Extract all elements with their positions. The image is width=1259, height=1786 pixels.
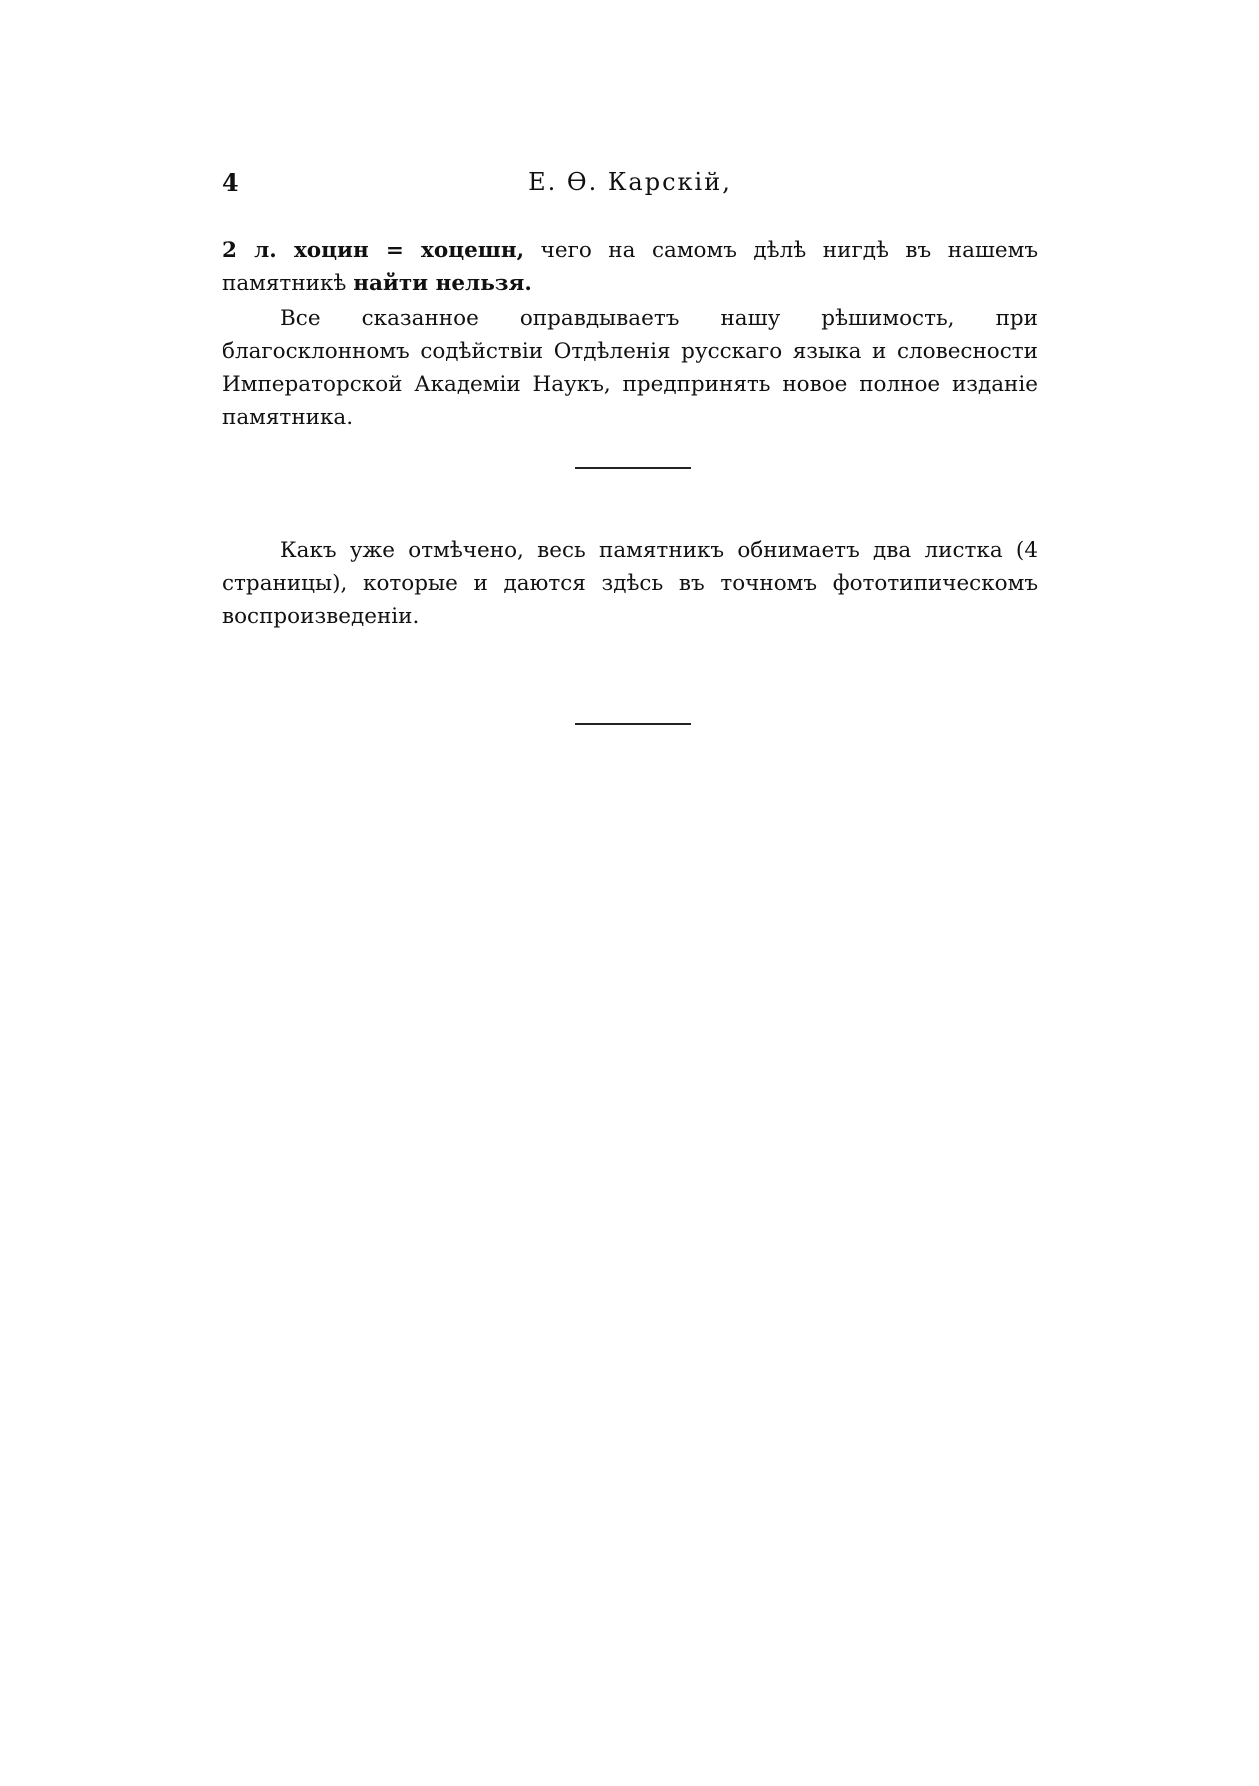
paragraph-text: Какъ уже отмѣчено, весь памятникъ обнимаетъ два листка (4 страницы), которые и даются здѣсь въ точномъ фототипическомъ воспроизведеніи.	[222, 538, 1038, 629]
paragraph-bold-end: найти нельзя.	[353, 271, 532, 296]
section-divider	[575, 467, 691, 469]
paragraph-text: Все сказанное оправдываетъ нашу рѣшимость, при благосклонномъ содѣйствіи Отдѣленія русскаго языка и словесности Императорской Академіи Наукъ, предпринять новое полное изданіе памятника.	[222, 306, 1038, 430]
paragraph-continuation	[222, 234, 1038, 300]
page-header	[222, 168, 1038, 208]
paragraph-text: чего на самомъ дѣлѣ нигдѣ въ нашемъ памятникѣ	[222, 238, 1039, 296]
section-divider	[575, 723, 691, 725]
running-title: Е. Ө. Карскій,	[528, 168, 732, 196]
paragraph-bold-lead: 2 л. хоцин = хоцешн,	[222, 238, 525, 263]
paragraph-description	[222, 534, 1038, 633]
page-number: 4	[222, 168, 239, 197]
paragraph-decision	[222, 302, 1038, 434]
